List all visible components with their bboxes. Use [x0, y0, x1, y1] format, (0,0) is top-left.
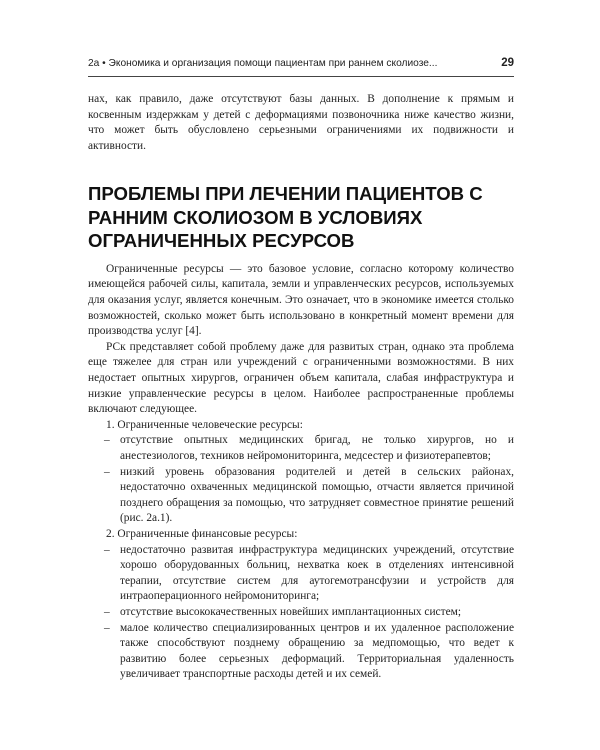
numbered-item-label: 1. Ограниченные человеческие ресурсы: [106, 418, 303, 431]
dash-marker: – [104, 605, 110, 618]
page-number: 29 [501, 57, 514, 69]
dash-marker: – [104, 543, 110, 556]
header-divider [88, 76, 514, 77]
numbered-item-label: 2. Ограниченные финансовые ресурсы: [106, 527, 298, 540]
numbered-item [88, 418, 514, 527]
bullet-item [88, 621, 514, 683]
paragraph: Ограниченные ресурсы — это базовое условие, согласно которому количество имеющейся рабочей силы, капитала, земли и управленческих ресурсов, используемых для оказания услуг, является конечным. Это означает, что в экономике имеется столько возможностей, сколько может быть использовано в конкретный момент времени для производства услуг [4]. [88, 262, 514, 338]
bullet-item [88, 465, 514, 527]
bullet-text: отсутствие опытных медицинских бригад, не только хирургов, но и анестезиологов, техников нейромониторинга, медсестер и физиотерапевтов; [120, 434, 514, 462]
bullet-item [88, 433, 514, 464]
numbered-item [88, 527, 514, 683]
bullet-text: малое количество специализированных центров и их удаленное расположение также способствуют позднему обращению за медпомощью, что ведет к развитию более серьезных деформаций. Территориальная удаленность увеличивает транспортные расходы детей и их семей. [120, 621, 514, 681]
paragraph: РСк представляет собой проблему даже для развитых стран, однако эта проблема еще тяжелее для стран или учреждений с ограниченными возможностями. В них недостает опытных хирургов, ограничен объем капитала, слабая инфраструктура и низкие управленческие ресурсы в целом. Наиболее распространенные проблемы включают следующее. [88, 340, 514, 416]
dash-marker: – [104, 465, 110, 478]
chapter-title: 2а • Экономика и организация помощи пациентам при раннем сколиозе... [88, 58, 438, 69]
bullet-text: низкий уровень образования родителей и детей в сельских районах, недостаточно охваченных медицинской помощью, отчасти является причиной позднего обращения за помощью, что затрудняет совместное принятие решений (рис. 2а.1). [120, 465, 514, 525]
bullet-list [88, 433, 514, 527]
bullet-list [88, 543, 514, 683]
page-body [88, 92, 514, 683]
dash-marker: – [104, 621, 110, 634]
bullet-text: недостаточно развитая инфраструктура медицинских учреждений, отсутствие хорошо оборудованных больниц, нехватка коек в отделениях интенсивной терапии, отсутствие систем для аутогемотрансфузии и устройств для интраоперационного нейромониторинга; [120, 543, 514, 603]
bullet-text: отсутствие высококачественных новейших имплантационных систем; [120, 605, 462, 618]
bullet-item [88, 605, 514, 621]
running-header [88, 58, 514, 74]
dash-marker: – [104, 434, 110, 447]
intro-paragraph: нах, как правило, даже отсутствуют базы данных. В дополнение к прямым и косвенным издержкам у детей с деформациями позвоночника ниже качество жизни, что может быть обусловлено серьезными ограничениями их подвижности и активности. [88, 93, 514, 152]
section-heading: ПРОБЛЕМЫ ПРИ ЛЕЧЕНИИ ПАЦИЕНТОВ С РАННИМ СКОЛИОЗОМ В УСЛОВИЯХ ОГРАНИЧЕННЫХ РЕСУРСОВ [88, 183, 483, 252]
bullet-item [88, 543, 514, 605]
